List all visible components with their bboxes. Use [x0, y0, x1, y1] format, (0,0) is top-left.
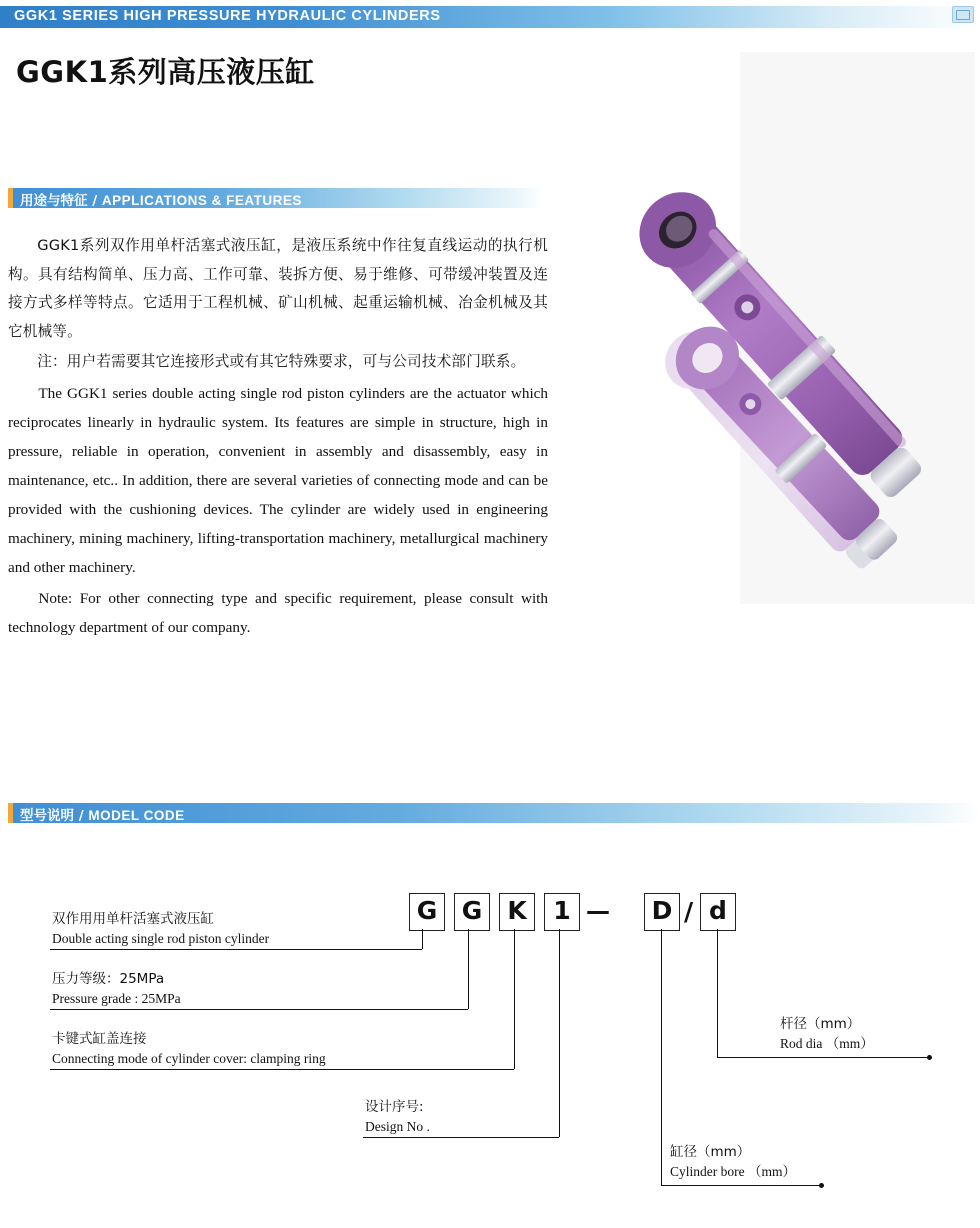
- code-slash: /: [684, 897, 694, 926]
- page-title: GGK1系列高压液压缸: [16, 55, 315, 89]
- code-box-1: G: [409, 893, 445, 931]
- leader-line-1: [50, 949, 422, 950]
- product-photo: [565, 34, 975, 604]
- paragraph-en-1: The GGK1 series double acting single rod piston cylinders are the actuator which reciprocates linearly in hydraulic system. Its features are simple in structure, high in pressure, reliable in operation, convenient in assembly and disassembly, easy in maintenance, etc.. In addition, there are several varieties of connecting mode and can be provided with the cushioning devices. The cylinder are widely used in engineering machinery, mining machinery, lifting-transportation machinery, metallurgical machinery and other machinery.: [8, 384, 548, 576]
- label-double-acting-cn: 双作用用单杆活塞式液压缸: [52, 911, 214, 927]
- leader-line-5-riser: [661, 929, 662, 1185]
- label-rod-dia: [780, 1015, 874, 1053]
- paragraph-cn-1: GGK1系列双作用单杆活塞式液压缸，是液压系统中作往复直线运动的执行机构。具有结构简单、压力高、工作可靠、装拆方便、易于维修、可带缓冲装置及连接方式多样等特点。它适用于工程机械、矿山机械、起重运输机械、冶金机械及其它机械等。: [8, 237, 548, 340]
- leader-line-6: [717, 1057, 929, 1058]
- leader-line-5: [661, 1185, 821, 1186]
- paragraph-cn-2: 注：用户若需要其它连接形式或有其它特殊要求，可与公司技术部门联系。: [37, 353, 526, 370]
- section-header-label-en-2: MODEL CODE: [88, 808, 185, 823]
- label-double-acting-en: Double acting single rod piston cylinder: [52, 931, 270, 946]
- code-box-5: D: [644, 893, 680, 931]
- label-connecting-mode: [52, 1030, 326, 1068]
- top-banner: [0, 6, 980, 28]
- code-dash: —: [586, 897, 610, 925]
- leader-line-2: [50, 1009, 468, 1010]
- leader-line-6-riser: [717, 929, 718, 1057]
- banner-title: GGK1 SERIES HIGH PRESSURE HYDRAULIC CYLINDERS: [14, 8, 441, 24]
- leader-line-4-riser: [559, 929, 560, 1137]
- code-box-6: d: [700, 893, 736, 931]
- label-design-no-cn: 设计序号:: [365, 1099, 424, 1115]
- label-design-no: [365, 1098, 430, 1136]
- label-connecting-mode-cn: 卡键式缸盖连接: [52, 1031, 147, 1047]
- code-box-4: 1: [544, 893, 580, 931]
- label-rod-dia-en: Rod dia （mm）: [780, 1036, 874, 1051]
- leader-dot-6: [927, 1055, 932, 1060]
- section-header-applications: [8, 188, 543, 208]
- leader-line-3-riser: [514, 929, 515, 1069]
- model-code-diagram: [0, 845, 980, 1228]
- section-header-model-code: [8, 803, 980, 823]
- section-header-label-cn-2: 型号说明: [20, 808, 74, 824]
- leader-line-1-riser: [422, 929, 423, 949]
- leader-line-2-riser: [468, 929, 469, 1009]
- leader-line-3: [50, 1069, 514, 1070]
- label-cylinder-bore-en: Cylinder bore （mm）: [670, 1164, 796, 1179]
- section-header-label-sep: /: [87, 193, 102, 209]
- leader-line-4: [363, 1137, 559, 1138]
- code-box-2: G: [454, 893, 490, 931]
- section-accent-tick: [8, 188, 13, 208]
- section-accent-tick-2: [8, 803, 13, 823]
- label-pressure-grade-cn: 压力等级：25MPa: [52, 971, 165, 987]
- section-header-label: [20, 189, 302, 209]
- section-header-label-cn: 用途与特征: [20, 193, 88, 209]
- label-rod-dia-cn: 杆径（mm）: [780, 1016, 861, 1032]
- label-cylinder-bore: [670, 1143, 796, 1181]
- section-header-label-sep-2: /: [74, 808, 89, 824]
- product-photo-illustration: [565, 34, 975, 604]
- section-header-label-en: APPLICATIONS & FEATURES: [101, 193, 302, 208]
- page-corner-icon: [952, 6, 974, 23]
- paragraph-en-2: Note: For other connecting type and specific requirement, please consult with technology department of our company.: [8, 589, 548, 636]
- label-pressure-grade: [52, 970, 181, 1008]
- leader-dot-5: [819, 1183, 824, 1188]
- applications-body: [8, 232, 548, 644]
- code-box-3: K: [499, 893, 535, 931]
- label-pressure-grade-en: Pressure grade : 25MPa: [52, 991, 181, 1006]
- label-double-acting: [52, 910, 269, 948]
- label-connecting-mode-en: Connecting mode of cylinder cover: clamping ring: [52, 1051, 326, 1066]
- section-header-label-2: [20, 804, 185, 824]
- label-design-no-en: Design No .: [365, 1119, 430, 1134]
- label-cylinder-bore-cn: 缸径（mm）: [670, 1144, 751, 1160]
